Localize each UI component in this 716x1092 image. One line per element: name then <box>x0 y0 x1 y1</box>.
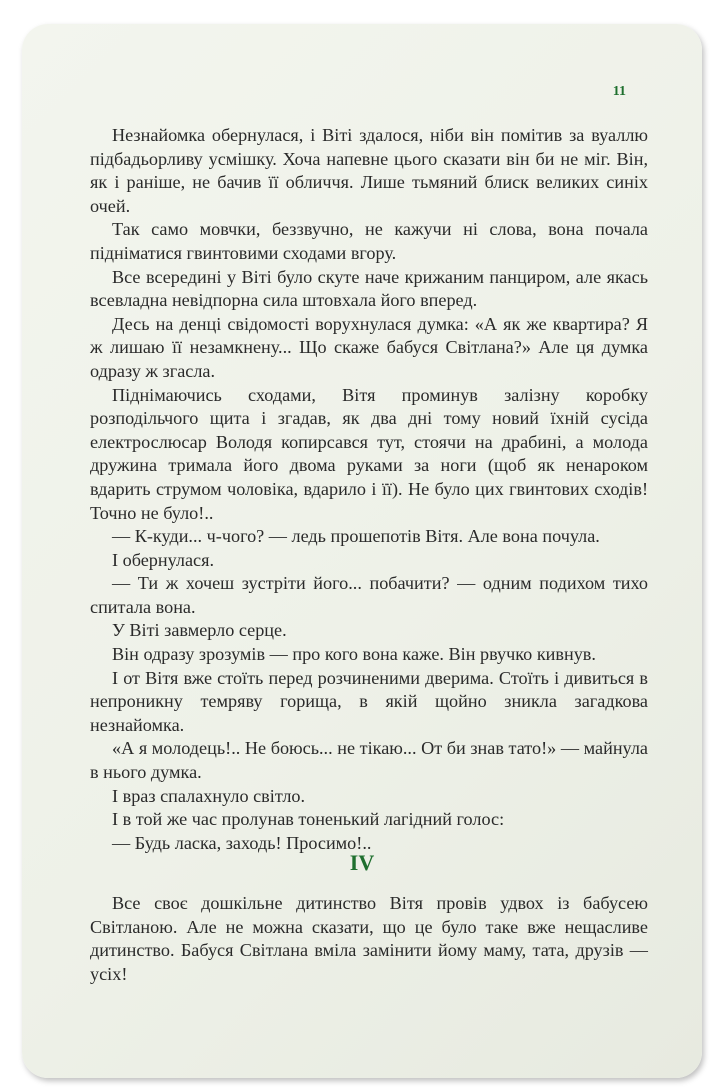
book-page <box>22 24 702 1078</box>
paragraph: — К-куди... ч-чого? — ледь прошепотів Вітя. Але вона почула. <box>112 526 600 547</box>
paragraph: — Ти ж хочеш зустріти його... побачити? — одним подихом тихо спитала вона. <box>90 573 648 617</box>
paragraph: І в той же час пролунав тоненький лагідний голос: <box>112 809 505 830</box>
paragraph: Десь на денці свідомості ворухнулася думка: «А як же квартира? Я ж лишаю її незамкнену... Що скаже бабуся Світлана?» Але ця думка одразу ж згасла. <box>90 313 648 381</box>
paragraph: — Будь ласка, заходь! Просимо!.. <box>112 832 372 853</box>
paragraph: І враз спалахнуло світло. <box>112 785 306 806</box>
page-number: 11 <box>612 84 626 99</box>
paragraph: У Віті завмерло серце. <box>112 620 287 641</box>
body-text <box>90 124 648 855</box>
paragraph: Так само мовчки, беззвучно, не кажучи ні слова, вона почала підніматися гвинтовими сходами вгору. <box>90 219 648 263</box>
chapter-heading: IV <box>349 850 375 875</box>
paragraph: «А я молодець!.. Не боюсь... не тікаю... От би знав тато!» — майнула в нього думка. <box>90 738 648 783</box>
paragraph: І от Вітя вже стоїть перед розчиненими дверима. Стоїть і дивиться в непроникну темряву горища, в якій щойно зникла загадкова незнайомка. <box>90 667 648 735</box>
paragraph: Незнайомка обернулася, і Віті здалося, ніби він помітив за вуаллю підбадьорливу усмішку. Хоча напевне цього сказати він би не міг. Він, як і раніше, не бачив її обличчя. Лише тьмяний блиск великих синіх очей. <box>90 125 648 216</box>
paragraph: Все всередині у Віті було скуте наче крижаним панциром, але якась всевладна невідпорна сила штовхала його вперед. <box>90 266 648 311</box>
chapter-body-text <box>90 892 648 986</box>
paragraph: Він одразу зрозумів — про кого вона каже. Він рвучко кивнув. <box>112 644 596 665</box>
paragraph: Піднімаючись сходами, Вітя проминув залізну коробку розподільчого щита і згадав, як два дні тому новий їхній сусіда електрослюсар Володя копирсався тут, стоячи на драбині, а молода дружина тримала його двома руками за ноги (щоб як ненароком вдарить струмом чоловіка, вдарило і її). Не було цих гвинтових сходів! Точно не було!.. <box>90 384 648 523</box>
paragraph: І обернулася. <box>112 549 215 570</box>
paragraph: Все своє дошкільне дитинство Вітя провів удвох із бабусею Світланою. Але не можна сказати, що це було таке вже нещасливе дитинство. Бабуся Світлана вміла замінити йому маму, тата, друзів — усіх! <box>90 893 648 984</box>
